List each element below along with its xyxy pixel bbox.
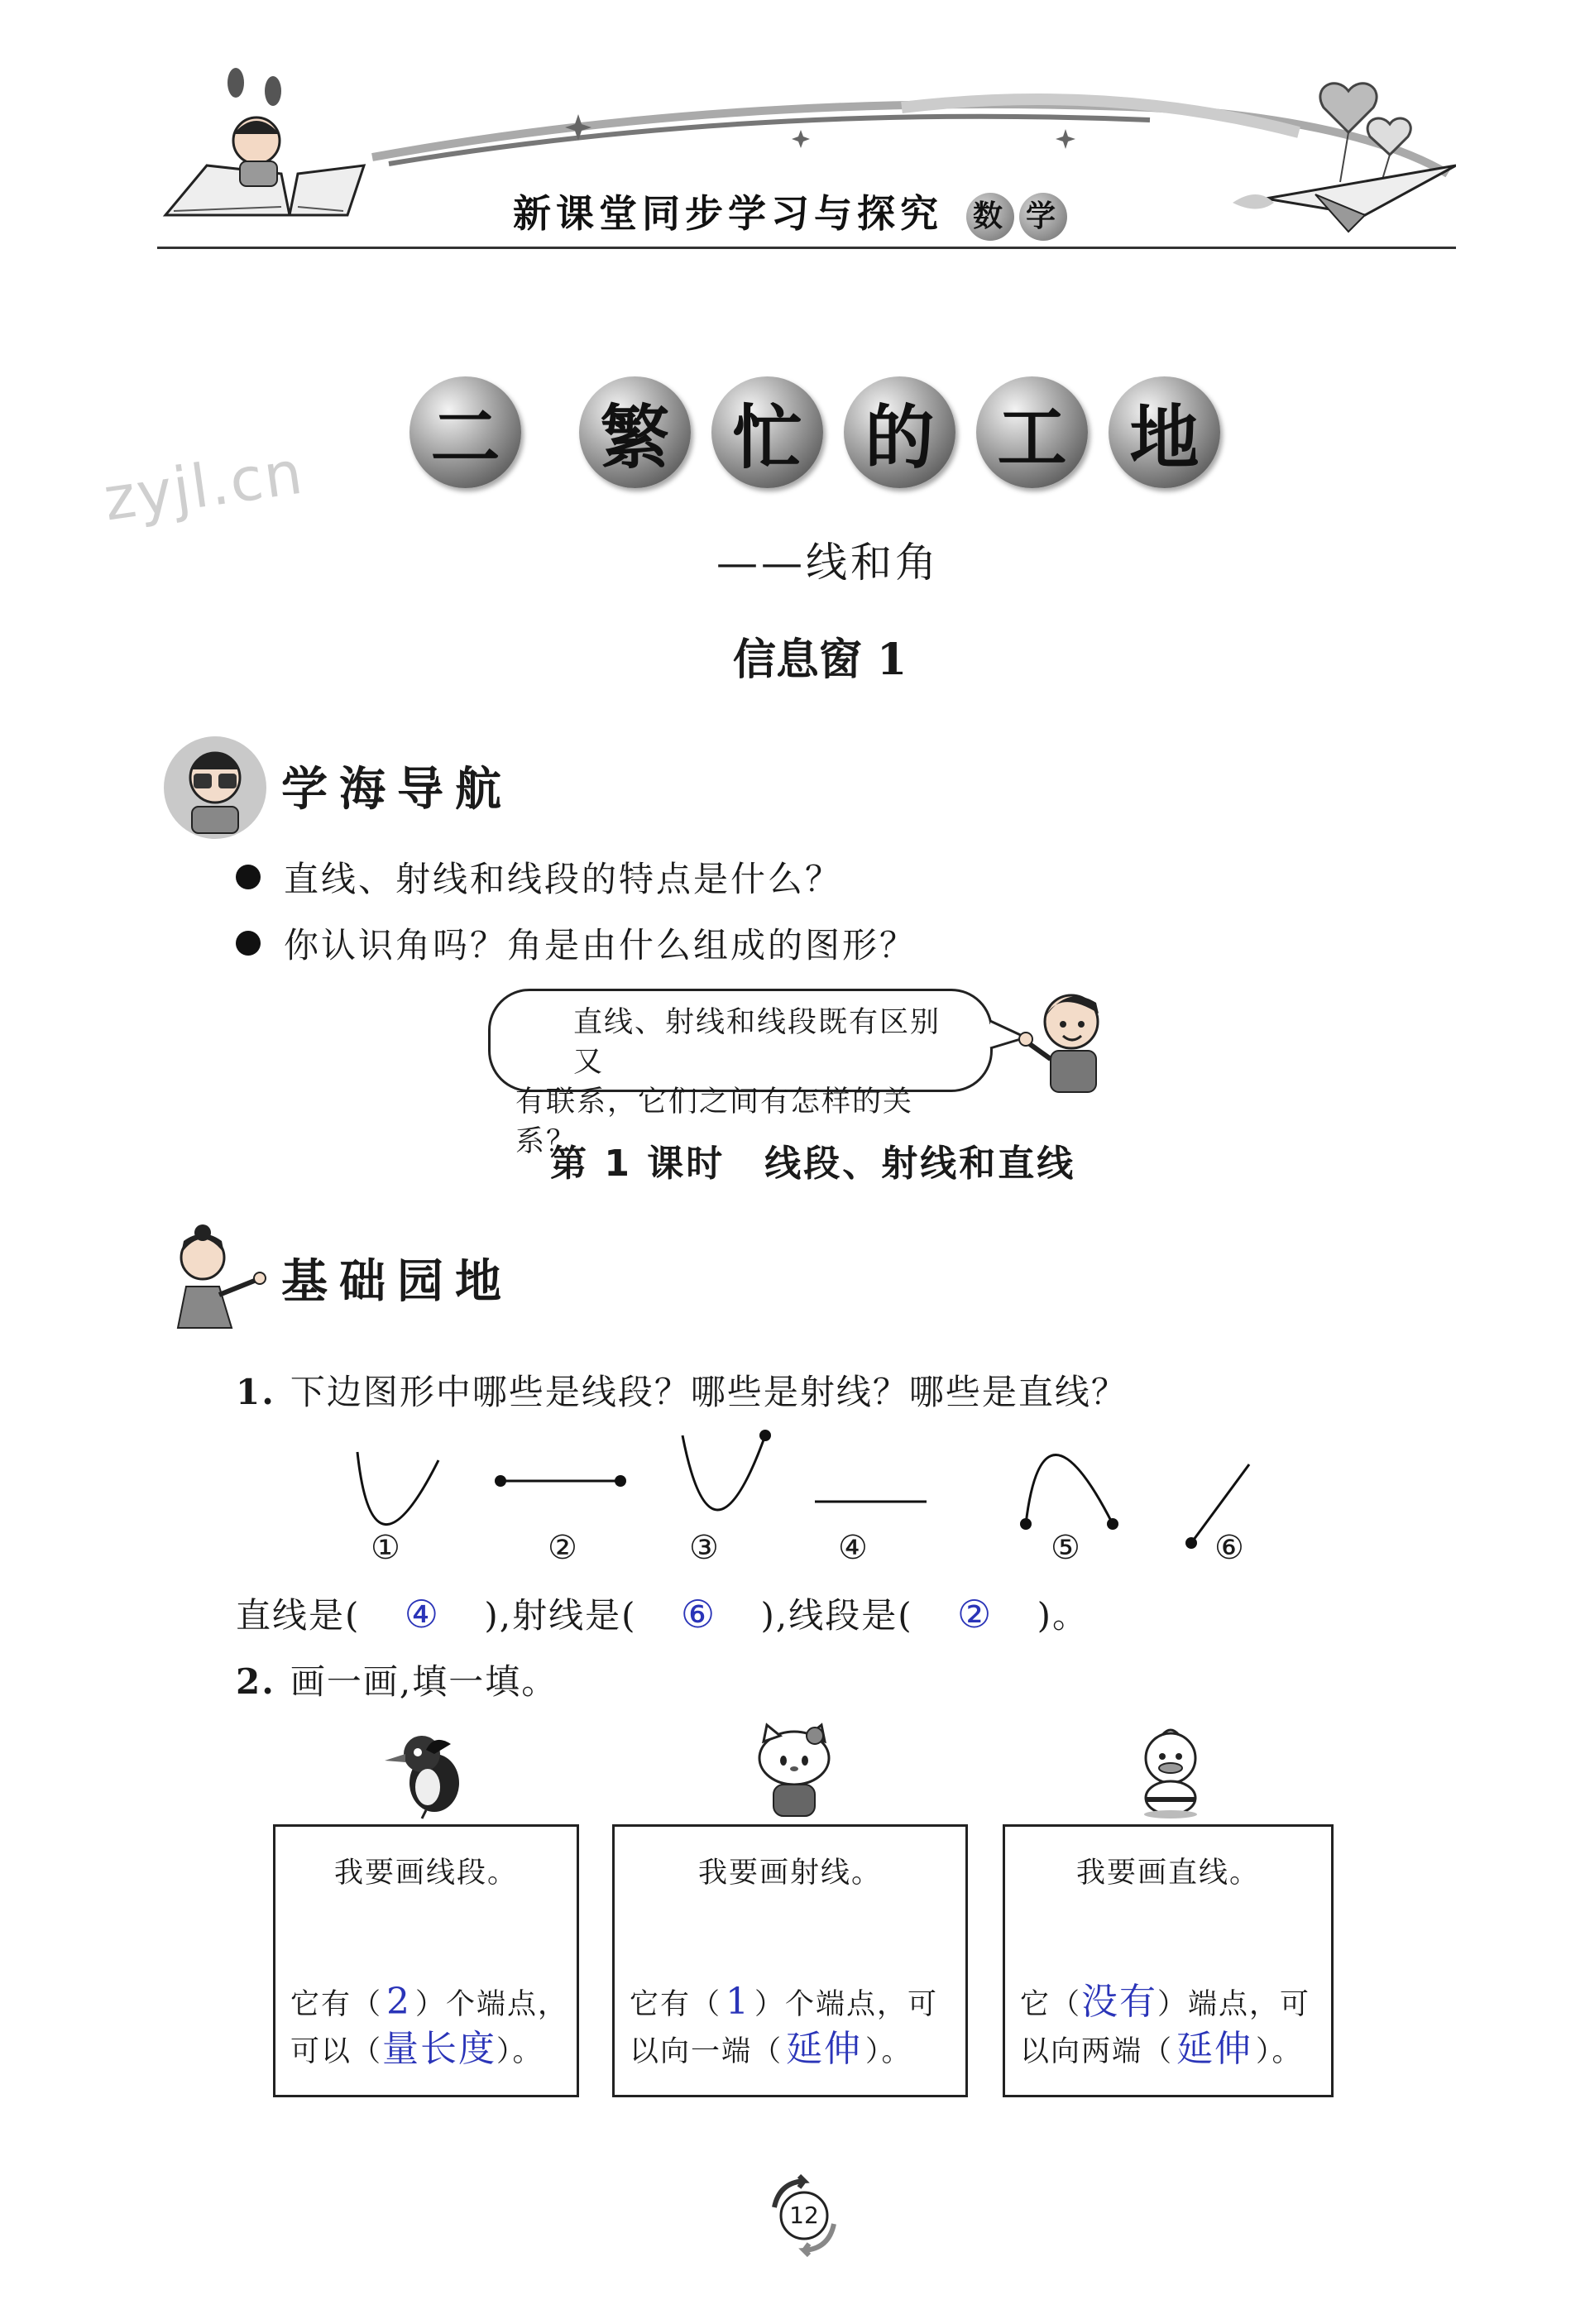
subject-char: 学	[1019, 193, 1067, 241]
fill-answer: 延伸	[786, 2028, 863, 2070]
fill-answer: 1	[726, 1981, 751, 2023]
box-text: ）。	[1256, 2035, 1303, 2068]
teacher-icon	[157, 1220, 273, 1336]
series-title-text: 新课堂同步学习与探究	[513, 191, 943, 236]
woodpecker-icon	[385, 1729, 467, 1820]
box-text: 它有（	[630, 1988, 722, 2021]
box-text: 以向两端（	[1020, 2035, 1174, 2068]
lesson-number: 第 1 课时	[550, 1143, 726, 1185]
draw-segment-box[interactable]	[273, 1824, 579, 2097]
speech-bubble	[488, 989, 993, 1158]
guide-question-text: 直线、射线和线段的特点是什么？	[284, 859, 843, 899]
fill-answer: 延伸	[1176, 2028, 1253, 2070]
question-text: 下边图形中哪些是线段？哪些是射线？哪些是直线？	[290, 1372, 1128, 1412]
draw-ray-box[interactable]	[612, 1824, 968, 2097]
figure-label: ②	[548, 1529, 577, 1567]
answer-prefix: ),线段是(	[760, 1595, 913, 1636]
bullet-icon	[236, 931, 261, 956]
question-text: 画一画,填一填。	[290, 1661, 558, 1702]
question-1	[236, 1365, 1128, 1415]
box-line	[630, 1980, 938, 2027]
box-heading: 我要画射线。	[697, 1857, 882, 1890]
unit-title-char: 地	[1109, 376, 1220, 488]
box-text: ）。	[496, 2035, 544, 2068]
figure-label: ④	[838, 1529, 868, 1567]
figure-label: ③	[689, 1529, 719, 1567]
unit-subtitle: ——线和角	[716, 539, 940, 587]
bubble-line: 直线、射线和线段既有区别又	[573, 1006, 941, 1079]
box-body	[290, 1980, 568, 2074]
unit-title-char: 的	[844, 376, 955, 488]
watermark: zyjl.cn	[99, 437, 309, 534]
box-line	[290, 2027, 568, 2074]
binoculars-kid-icon	[157, 728, 273, 844]
fill-answer: 没有	[1081, 1981, 1158, 2023]
section-title: 基础园地	[281, 1255, 513, 1309]
box-text: ）端点，可	[1157, 1988, 1311, 2021]
lesson-name: 线段、射线和直线	[764, 1143, 1076, 1185]
page-number-badge	[763, 2174, 845, 2257]
line-figures	[339, 1427, 1274, 1576]
unit-title-char: 忙	[711, 376, 823, 488]
girl-reading-icon	[165, 68, 364, 215]
duck-icon	[1129, 1725, 1212, 1820]
box-text: ）个端点，可	[754, 1988, 939, 2021]
bubble-line: 有联系，它们之间有怎样的关系？	[515, 1085, 914, 1158]
section-header-navigation	[157, 728, 513, 844]
box-line	[1020, 1980, 1310, 2027]
answer-prefix: 直线是(	[236, 1595, 361, 1636]
box-line	[290, 1980, 568, 2027]
box-text: 它（	[1020, 1988, 1082, 2021]
box-heading: 我要画线段。	[333, 1857, 518, 1890]
box-heading: 我要画直线。	[1075, 1857, 1260, 1890]
unit-title	[409, 376, 1220, 488]
waving-boy-icon	[1018, 985, 1117, 1104]
page-header	[157, 58, 1456, 256]
unit-title-char: 工	[976, 376, 1088, 488]
section-header-basics	[157, 1220, 513, 1336]
box-text: 它有（	[290, 1988, 383, 2021]
figure-label: ⑤	[1051, 1529, 1080, 1567]
draw-line-box[interactable]	[1003, 1824, 1334, 2097]
guide-question-text: 你认识角吗？角是由什么组成的图形？	[284, 925, 917, 966]
box-body	[630, 1980, 938, 2074]
unit-title-char: 繁	[579, 376, 691, 488]
figure-label: ⑥	[1214, 1529, 1244, 1567]
segment-answer: ②	[957, 1592, 994, 1636]
box-line	[630, 2027, 938, 2074]
figure-label: ①	[371, 1529, 400, 1567]
figure-5-arch	[1020, 1455, 1118, 1531]
box-text: ）个端点，	[415, 1988, 569, 2021]
ray-answer: ⑥	[680, 1592, 717, 1636]
header-divider	[157, 247, 1456, 249]
subject-char: 数	[966, 193, 1014, 241]
question-number: 1.	[236, 1372, 275, 1412]
lesson-title	[550, 1133, 1075, 1186]
bullet-icon	[236, 865, 261, 889]
figure-2-segment	[495, 1475, 626, 1487]
figure-3-curve	[682, 1430, 771, 1510]
box-line	[1020, 2027, 1310, 2074]
book-series-title	[513, 184, 1067, 241]
answer-suffix: )。	[1037, 1595, 1090, 1636]
section-title: 学海导航	[281, 763, 513, 817]
guide-question	[236, 918, 917, 968]
figure-1-curve	[357, 1452, 438, 1525]
question-2	[236, 1655, 558, 1704]
box-text: 可以（	[290, 2035, 383, 2068]
box-text: 以向一端（	[630, 2035, 783, 2068]
question-1-answers	[236, 1588, 1089, 1638]
info-window-title: 信息窗 1	[732, 635, 908, 685]
unit-number: 二	[409, 376, 521, 488]
box-text: ）。	[865, 2035, 912, 2068]
answer-prefix: ),射线是(	[484, 1595, 637, 1636]
fill-answer: 量长度	[382, 2028, 497, 2070]
question-number: 2.	[236, 1661, 275, 1702]
box-body	[1020, 1980, 1310, 2074]
fill-answer: 2	[386, 1981, 412, 2023]
guide-question	[236, 852, 842, 902]
page-number: 12	[789, 2202, 819, 2229]
line-answer: ④	[404, 1592, 441, 1636]
hello-kitty-icon	[749, 1721, 840, 1824]
